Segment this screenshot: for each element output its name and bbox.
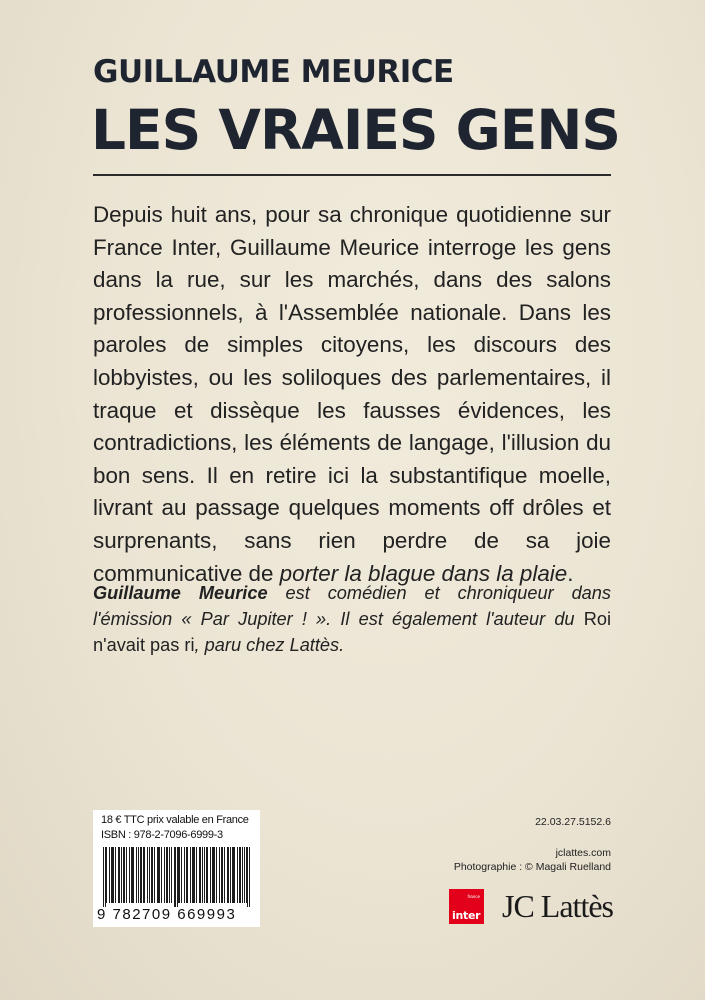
barcode-bar [200,847,201,903]
book-blurb [93,199,611,590]
barcode-bar [112,847,113,903]
barcode-bar [123,847,124,903]
barcode-bar [179,847,180,903]
barcode-bar [196,847,197,903]
barcode-bar [149,847,150,903]
barcode-bar [126,847,127,903]
barcode-bar [232,847,233,903]
barcode-bar [166,847,167,903]
barcode-bar [206,847,207,903]
barcode-bar [136,847,137,903]
barcode-bar [186,847,187,903]
barcode-bar [161,847,162,903]
barcode-bar [230,847,231,903]
barcode-bar [181,847,182,903]
barcode-bar [221,847,222,903]
barcode-bar [151,847,152,903]
barcode-bar [133,847,134,903]
barcode-bar [184,847,185,903]
isbn-label: ISBN : 978-2-7096-6999-3 [101,829,223,841]
barcode-bar [194,847,195,903]
barcode-bar [246,847,247,903]
barcode-bar [212,847,213,903]
barcode-bar [169,847,170,903]
barcode-bar [187,847,188,903]
barcode-bar [138,847,139,903]
barcode-bar [199,847,200,903]
book-title: LES VRAIES GENS [91,98,621,162]
blurb-intro: Depuis huit ans, pour sa chronique quotidienne sur France Inter, Guillaume Meurice interroge les gens dans la rue, sur les marchés, dans des salons professionnels, à l'Assemblée nationale. Dans les paroles de simples citoyens, les discours des lobbyistes, ou les soliloques des parlementaires, il traque et dissèque les fausses évidences, les contradictions, les éléments de langage, l'illusion du bon sens. Il en retire ici la substantifique moelle, livrant au passage quelques moments off drôles et surprenants, sans rien perdre de sa joie communicative de [93,202,611,586]
barcode-bar [204,847,205,903]
barcode-bar [119,847,120,903]
barcode-bar [192,847,193,903]
barcode-digits: 9 782709 669993 [97,906,237,923]
bio-text-2: , paru chez Lattès. [194,635,345,655]
barcode-bar [242,847,243,903]
barcode-bar [210,847,211,903]
bio-book-title: Roi n'avait pas ri [93,609,611,655]
barcode-bar [147,847,148,903]
barcode-bar [216,847,217,903]
barcode-bar [174,847,175,907]
barcode-bar [175,847,176,907]
barcode-bar [193,847,194,903]
barcode-bar [190,847,191,903]
barcode-bar [222,847,223,903]
publisher-website: jclattes.com [555,847,611,859]
barcode-bar [214,847,215,903]
barcode-bar [109,847,110,903]
barcode-bar [178,847,179,903]
barcode-bar [124,847,125,903]
barcode-bar [157,847,158,903]
barcode-bar [207,847,208,903]
barcode-bar [121,847,122,903]
barcode-bar [213,847,214,903]
barcode-bar [227,847,228,903]
barcode-bar [233,847,234,903]
barcode-bar [224,847,225,903]
title-divider [93,174,611,176]
barcode-bar [132,847,133,903]
barcode-bar [103,847,104,907]
barcode-bar [154,847,155,903]
barcode-bar [171,847,172,903]
photo-credit: Photographie : © Magali Ruelland [453,861,611,873]
barcode-bar [219,847,220,903]
barcode-bar [234,847,235,903]
author-bio [93,580,611,658]
france-inter-logo-small: france [467,894,480,899]
publisher-logo: JC Lattès [502,888,613,924]
blurb-end: . [567,560,574,586]
barcode-bar [106,847,107,903]
barcode-bar [129,847,130,903]
barcode-bar [228,847,229,903]
barcode-bar [247,847,248,907]
blurb-emphasis: porter la blague dans la plaie [279,560,568,586]
price-label: 18 € TTC prix valable en France [101,814,249,826]
barcode-bar [249,847,250,907]
barcode-bar [158,847,159,903]
barcode-bar [164,847,165,903]
france-inter-logo-big: inter [452,909,481,922]
barcode-bar [113,847,114,903]
barcode-panel [93,810,260,927]
barcode-bar [140,847,141,903]
barcode-bar [143,847,144,903]
barcode-bar [152,847,153,903]
barcode-bars [103,847,250,907]
barcode-bar [144,847,145,903]
barcode-bar [237,847,238,903]
barcode-bar [105,847,106,907]
barcode-bar [118,847,119,903]
barcode-bar [159,847,160,903]
internal-code: 22.03.27.5152.6 [535,816,611,828]
book-author: GUILLAUME MEURICE [93,54,454,90]
barcode-bar [244,847,245,903]
barcode-bar [239,847,240,903]
france-inter-logo [449,889,484,924]
barcode-bar [202,847,203,903]
barcode-bar [115,847,116,903]
barcode-bar [167,847,168,903]
bio-text-1: est comédien et chroniqueur dans l'émission « Par Jupiter ! ». Il est également l'auteur du [93,583,612,629]
barcode-bar [131,847,132,903]
barcode-bar [177,847,178,907]
barcode-bar [240,847,241,903]
barcode-bar [141,847,142,903]
bio-author-name: Guillaume Meurice [93,583,268,603]
barcode-bar [111,847,112,903]
